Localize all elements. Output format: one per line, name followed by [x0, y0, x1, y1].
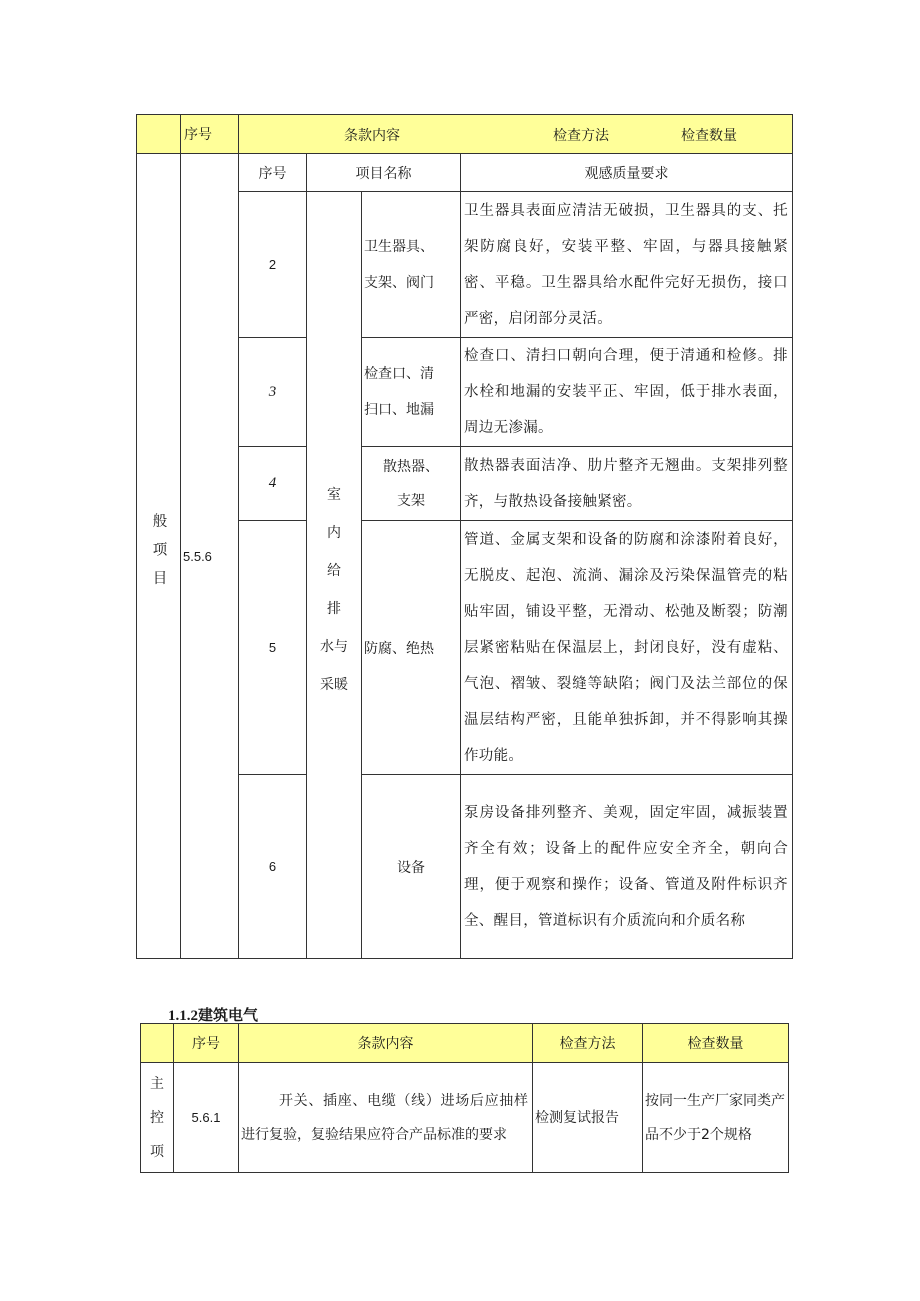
row-requirement: 管道、金属支架和设备的防腐和涂漆附着良好，无脱皮、起泡、流淌、漏涂及污染保温管壳的粘贴牢固，铺设平整，无滑动、松弛及断裂；防潮层紧密粘贴在保温层上，封闭良好，没有虚粘、气泡、褶皱、裂缝等缺陷；阀门及法兰部位的保温层结构严密，且能单独拆卸，并不得影响其操作功能。 [461, 521, 793, 775]
category-label: 般项目 [150, 513, 167, 599]
row-seq: 6 [239, 775, 307, 959]
table-header-row [141, 1024, 789, 1063]
row-item-name: 散热器、 支架 [362, 447, 461, 521]
group-cell [307, 192, 362, 959]
row-item-name: 检查口、清 扫口、地漏 [362, 338, 461, 447]
row-content: 开关、插座、电缆（线）进场后应抽样进行复验，复验结果应符合产品标准的要求 [239, 1063, 533, 1173]
row-method: 检测复试报告 [533, 1063, 643, 1173]
header-method: 检查方法 [553, 128, 609, 144]
row-item-name: 卫生器具、 支架、阀门 [362, 192, 461, 338]
row-requirement: 卫生器具表面应清洁无破损，卫生器具的支、托架防腐良好，安装平整、牢固，与器具接触紧密、平稳。卫生器具给水配件完好无损伤，接口严密，启闭部分灵活。 [461, 192, 793, 338]
subheader-requirement: 观感质量要求 [461, 154, 793, 192]
header-seq: 序号 [181, 115, 239, 154]
row-item-name: 防腐、绝热 [362, 521, 461, 775]
table-row [141, 1063, 789, 1173]
group-label: 室 内 给 排 水与 采暖 [320, 487, 348, 693]
inspection-table-plumbing [136, 114, 793, 959]
row-quantity: 按同一生产厂家同类产品不少于2个规格 [643, 1063, 789, 1173]
header-seq: 序号 [174, 1024, 239, 1063]
header-quantity: 检查数量 [643, 1024, 789, 1063]
category-cell: 主 控 项 [141, 1063, 174, 1173]
row-requirement: 泵房设备排列整齐、美观，固定牢固，减振装置齐全有效；设备上的配件应安全齐全，朝向合理，便于观察和操作；设备、管道及附件标识齐全、醒目，管道标识有介质流向和介质名称 [461, 775, 793, 959]
inspection-table-electrical [140, 1023, 789, 1173]
table-header-row [137, 115, 793, 154]
subheader-seq: 序号 [239, 154, 307, 192]
clause-cell [181, 154, 239, 959]
header-content: 条款内容 [239, 1024, 533, 1063]
row-seq: 2 [239, 192, 307, 338]
subheader-item: 项目名称 [307, 154, 461, 192]
header-blank-cell [137, 115, 181, 154]
header-content-method-quantity [239, 115, 793, 154]
row-seq: 3 [239, 338, 307, 447]
sub-header-row [137, 154, 793, 192]
category-cell [137, 154, 181, 959]
row-item-name: 设备 [362, 775, 461, 959]
row-requirement: 散热器表面洁净、肋片整齐无翘曲。支架排列整齐，与散热设备接触紧密。 [461, 447, 793, 521]
row-seq: 4 [239, 447, 307, 521]
header-content: 条款内容 [344, 128, 400, 144]
section-title: 1.1.2建筑电气 [168, 1008, 259, 1024]
row-seq: 5 [239, 521, 307, 775]
header-method: 检查方法 [533, 1024, 643, 1063]
header-blank-cell [141, 1024, 174, 1063]
clause-number: 5.6.1 [174, 1063, 239, 1173]
clause-number: 5.5.6 [183, 548, 212, 564]
row-requirement: 检查口、清扫口朝向合理，便于清通和检修。排水栓和地漏的安装平正、牢固，低于排水表面，周边无渗漏。 [461, 338, 793, 447]
header-quantity: 检查数量 [681, 128, 737, 144]
